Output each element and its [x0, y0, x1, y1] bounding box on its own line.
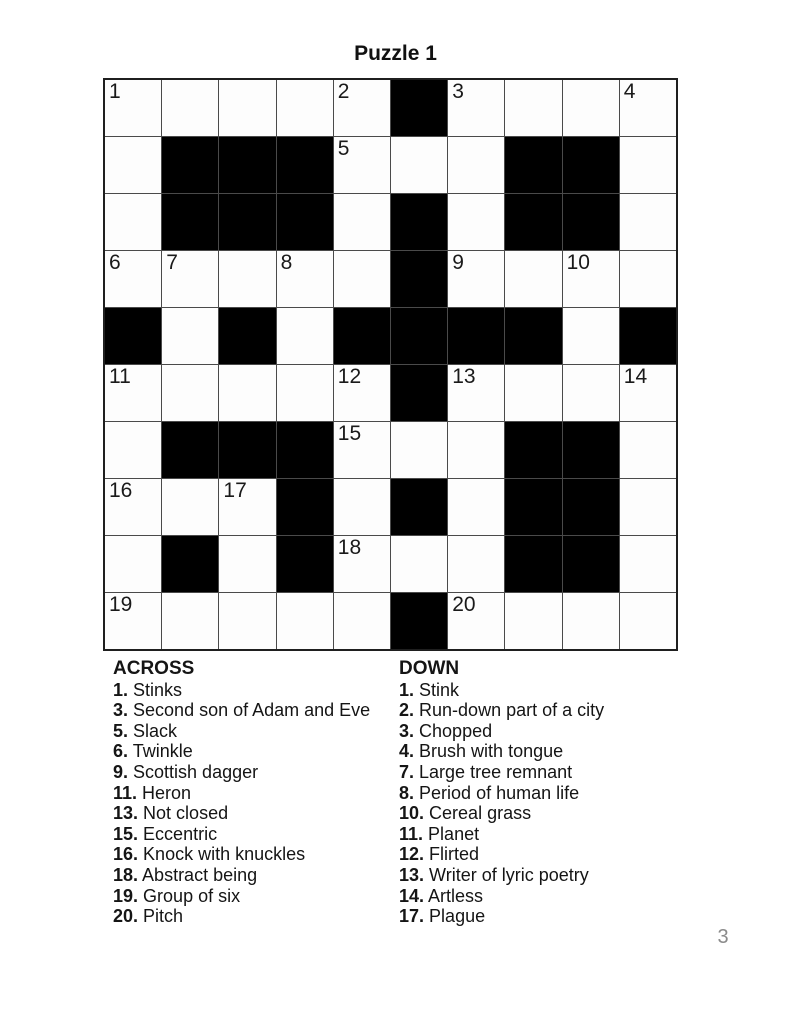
black-cell	[162, 194, 218, 250]
crossword-grid	[103, 78, 678, 651]
grid-cell[interactable]	[334, 80, 390, 136]
clue-item	[399, 844, 699, 865]
grid-cell[interactable]	[334, 593, 390, 649]
clue-item	[113, 803, 371, 824]
grid-cell[interactable]	[563, 308, 619, 364]
black-cell	[505, 194, 561, 250]
grid-cell[interactable]	[563, 365, 619, 421]
clue-text: Large tree remnant	[419, 761, 573, 782]
black-cell	[105, 308, 161, 364]
black-cell	[277, 422, 333, 478]
clue-item	[113, 680, 371, 701]
clue-item	[113, 783, 371, 804]
clue-item	[113, 844, 371, 865]
grid-cell[interactable]	[448, 194, 504, 250]
grid-cell[interactable]	[391, 536, 447, 592]
clue-number: 5.	[113, 720, 129, 741]
down-header: DOWN	[399, 658, 460, 679]
black-cell	[563, 194, 619, 250]
clue-text: Pitch	[143, 906, 184, 927]
clue-number: 9.	[113, 761, 129, 782]
grid-cell[interactable]	[277, 251, 333, 307]
grid-cell[interactable]	[448, 422, 504, 478]
grid-cell[interactable]	[620, 137, 676, 193]
clue-item	[113, 824, 371, 845]
grid-cell[interactable]	[162, 479, 218, 535]
grid-cell[interactable]	[563, 593, 619, 649]
clue-number: 11.	[113, 782, 138, 803]
clue-item	[113, 865, 371, 886]
grid-cell[interactable]	[219, 80, 275, 136]
black-cell	[448, 308, 504, 364]
black-cell	[391, 593, 447, 649]
clue-text: Stinks	[133, 679, 183, 700]
grid-cell[interactable]	[105, 251, 161, 307]
cell-number: 11	[109, 365, 131, 388]
clue-number: 3.	[113, 700, 129, 721]
clue-text: Planet	[428, 823, 480, 844]
clue-text: Stink	[419, 679, 460, 700]
cell-number: 16	[109, 479, 133, 502]
clue-item	[399, 783, 699, 804]
clue-item	[399, 803, 699, 824]
black-cell	[219, 194, 275, 250]
grid-cell[interactable]	[162, 308, 218, 364]
clue-text: Not closed	[143, 803, 229, 824]
clue-text: Plague	[429, 906, 486, 927]
grid-cell[interactable]	[219, 365, 275, 421]
grid-cell[interactable]	[448, 536, 504, 592]
grid-cell[interactable]	[334, 194, 390, 250]
grid-cell[interactable]	[448, 479, 504, 535]
black-cell	[505, 479, 561, 535]
black-cell	[505, 137, 561, 193]
cell-number: 1	[109, 80, 121, 103]
grid-cell[interactable]	[277, 365, 333, 421]
grid-cell[interactable]	[277, 593, 333, 649]
clue-number: 16.	[113, 844, 139, 865]
black-cell	[334, 308, 390, 364]
cell-number: 14	[623, 365, 648, 388]
clue-text: Period of human life	[419, 782, 580, 803]
clue-text: Group of six	[143, 885, 241, 906]
clue-number: 1.	[399, 679, 415, 700]
clue-number: 19.	[113, 885, 139, 906]
grid-cell[interactable]	[620, 194, 676, 250]
down-clue-list	[399, 680, 699, 927]
grid-cell[interactable]	[334, 479, 390, 535]
black-cell	[219, 137, 275, 193]
clue-item	[399, 906, 699, 927]
cell-number: 17	[223, 479, 247, 502]
clue-number: 2.	[399, 700, 415, 721]
grid-cell[interactable]	[277, 80, 333, 136]
grid-cell[interactable]	[334, 365, 390, 421]
clue-number: 18.	[113, 864, 139, 885]
grid-cell[interactable]	[162, 251, 218, 307]
grid-cell[interactable]	[162, 80, 218, 136]
grid-cell[interactable]	[563, 80, 619, 136]
grid-cell[interactable]	[105, 479, 161, 535]
black-cell	[563, 137, 619, 193]
black-cell	[505, 308, 561, 364]
black-cell	[391, 194, 447, 250]
black-cell	[391, 365, 447, 421]
grid-cell[interactable]	[334, 137, 390, 193]
grid-cell[interactable]	[162, 365, 218, 421]
grid-cell[interactable]	[162, 593, 218, 649]
clue-text: Scottish dagger	[133, 761, 259, 782]
cell-number: 4	[623, 80, 636, 103]
clue-item	[113, 721, 371, 742]
grid-cell[interactable]	[448, 251, 504, 307]
grid-cell[interactable]	[334, 251, 390, 307]
clue-item	[113, 700, 371, 721]
black-cell	[391, 251, 447, 307]
cell-number: 3	[452, 80, 464, 103]
clue-number: 12.	[399, 844, 425, 865]
clue-number: 20.	[113, 906, 139, 927]
cell-number: 18	[337, 536, 362, 559]
cell-number: 12	[337, 365, 362, 388]
clue-text: Eccentric	[143, 823, 218, 844]
clue-number: 13.	[399, 864, 425, 885]
grid-cell[interactable]	[334, 422, 390, 478]
clue-item	[399, 721, 699, 742]
grid-cell[interactable]	[620, 365, 676, 421]
black-cell	[277, 536, 333, 592]
grid-cell[interactable]	[620, 593, 676, 649]
grid-cell[interactable]	[505, 365, 561, 421]
clue-text: Heron	[142, 782, 192, 803]
black-cell	[162, 422, 218, 478]
black-cell	[277, 479, 333, 535]
black-cell	[563, 536, 619, 592]
clue-text: Twinkle	[132, 741, 193, 762]
clue-item	[399, 680, 699, 701]
grid-cell[interactable]	[105, 365, 161, 421]
cell-number: 5	[337, 137, 350, 160]
clue-number: 1.	[113, 679, 129, 700]
black-cell	[219, 308, 275, 364]
grid-cell[interactable]	[448, 137, 504, 193]
grid-cell[interactable]	[620, 536, 676, 592]
grid-cell[interactable]	[620, 251, 676, 307]
grid-cell[interactable]	[448, 365, 504, 421]
puzzle-title: Puzzle 1	[354, 42, 437, 65]
black-cell	[391, 479, 447, 535]
clue-number: 3.	[399, 720, 415, 741]
clue-number: 6.	[113, 741, 129, 762]
clue-text: Second son of Adam and Eve	[133, 700, 371, 721]
across-clue-list	[113, 680, 371, 927]
grid-cell[interactable]	[505, 251, 561, 307]
black-cell	[391, 80, 447, 136]
black-cell	[563, 422, 619, 478]
grid-cell[interactable]	[620, 422, 676, 478]
clue-item	[113, 762, 371, 783]
clue-number: 4.	[399, 741, 415, 762]
black-cell	[391, 308, 447, 364]
black-cell	[162, 536, 218, 592]
clue-text: Slack	[133, 720, 178, 741]
clue-item	[113, 741, 371, 762]
grid-cell[interactable]	[448, 80, 504, 136]
cell-number: 2	[337, 80, 350, 103]
clue-text: Writer of lyric poetry	[429, 864, 589, 885]
clue-number: 7.	[399, 761, 415, 782]
clue-number: 8.	[399, 782, 415, 803]
cell-number: 6	[109, 251, 121, 274]
grid-cell[interactable]	[391, 137, 447, 193]
grid-cell[interactable]	[505, 80, 561, 136]
black-cell	[505, 422, 561, 478]
grid-cell[interactable]	[105, 194, 161, 250]
clue-item	[399, 886, 699, 907]
grid-cell[interactable]	[505, 593, 561, 649]
grid-cell[interactable]	[277, 308, 333, 364]
clue-number: 11.	[399, 823, 424, 844]
grid-cell[interactable]	[105, 137, 161, 193]
clue-item	[113, 906, 371, 927]
clue-item	[399, 865, 699, 886]
grid-cell[interactable]	[219, 593, 275, 649]
clue-number: 15.	[113, 823, 139, 844]
clue-text: Chopped	[419, 720, 493, 741]
grid-cell[interactable]	[105, 80, 161, 136]
cell-number: 13	[452, 365, 476, 388]
cell-number: 20	[452, 593, 476, 616]
across-clues-section	[113, 659, 371, 927]
black-cell	[277, 194, 333, 250]
grid-cell[interactable]	[219, 536, 275, 592]
grid-cell[interactable]	[448, 593, 504, 649]
clue-number: 10.	[399, 803, 425, 824]
cell-number: 9	[452, 251, 464, 274]
grid-cell[interactable]	[219, 479, 275, 535]
grid-cell[interactable]	[219, 251, 275, 307]
cell-number: 19	[109, 593, 133, 616]
clue-text: Artless	[428, 885, 484, 906]
grid-cell[interactable]	[391, 422, 447, 478]
grid-cell[interactable]	[105, 593, 161, 649]
grid-cell[interactable]	[563, 251, 619, 307]
clue-text: Flirted	[429, 844, 480, 865]
grid-cell[interactable]	[105, 536, 161, 592]
black-cell	[277, 137, 333, 193]
black-cell	[162, 137, 218, 193]
black-cell	[563, 479, 619, 535]
cell-number: 8	[280, 251, 293, 274]
black-cell	[219, 422, 275, 478]
clue-text: Abstract being	[142, 864, 258, 885]
across-header: ACROSS	[113, 658, 195, 679]
clue-item	[399, 741, 699, 762]
clue-item	[113, 886, 371, 907]
grid-cell[interactable]	[620, 80, 676, 136]
grid-cell[interactable]	[105, 422, 161, 478]
clue-item	[399, 824, 699, 845]
down-clues-section	[399, 659, 699, 927]
cell-number: 7	[166, 251, 178, 274]
grid-cell[interactable]	[620, 479, 676, 535]
clue-number: 14.	[399, 885, 425, 906]
clue-number: 17.	[399, 906, 425, 927]
clue-text: Run-down part of a city	[419, 700, 605, 721]
cell-number: 15	[337, 422, 362, 445]
page-number: 3	[717, 926, 729, 948]
clue-item	[399, 700, 699, 721]
clue-text: Knock with knuckles	[143, 844, 306, 865]
clue-number: 13.	[113, 803, 139, 824]
clue-text: Cereal grass	[429, 803, 532, 824]
clue-item	[399, 762, 699, 783]
clue-text: Brush with tongue	[419, 741, 564, 762]
black-cell	[505, 536, 561, 592]
cell-number: 10	[566, 251, 590, 274]
grid-cell[interactable]	[334, 536, 390, 592]
black-cell	[620, 308, 676, 364]
